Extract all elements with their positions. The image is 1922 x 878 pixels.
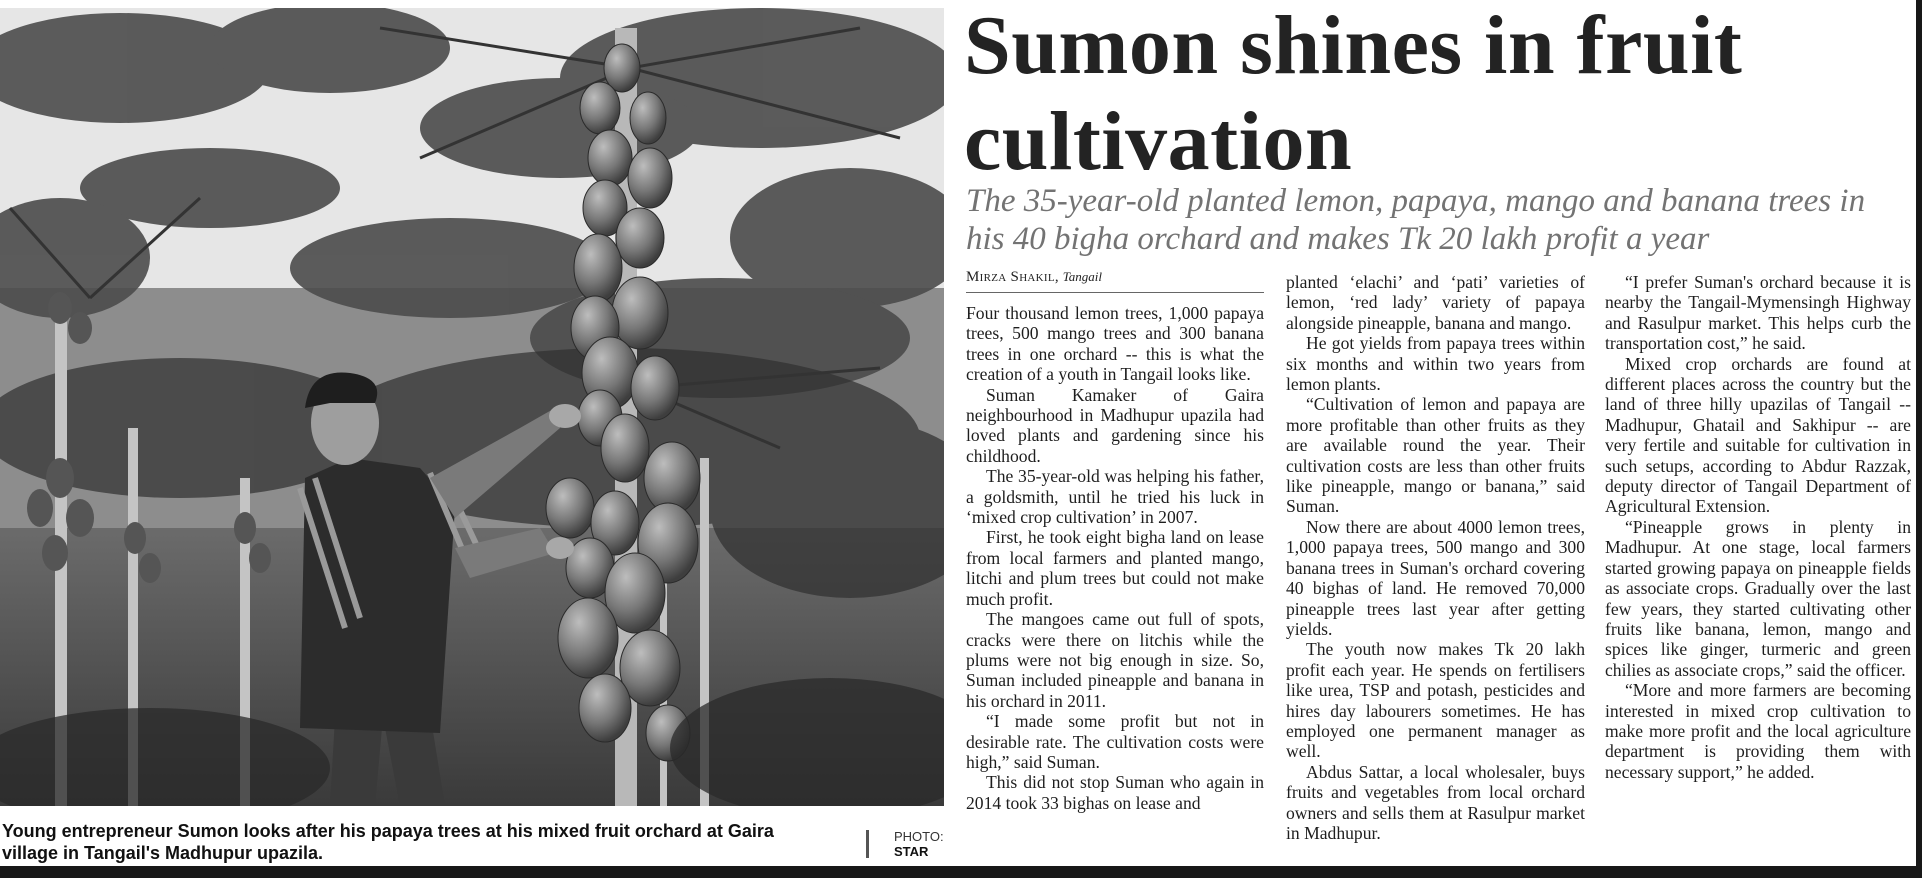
article-photo	[0, 8, 944, 806]
photo-credit-source: STAR	[894, 844, 929, 859]
article-column-1	[966, 303, 1264, 813]
photo-credit-label: PHOTO:	[894, 829, 944, 844]
papaya-orchard-image	[0, 8, 944, 806]
bottom-border	[0, 866, 1922, 878]
paragraph: He got yields from papaya trees within six months and within two years from lemon plants.	[1286, 333, 1585, 395]
paragraph: Now there are about 4000 lemon trees, 1,000 papaya trees, 500 mango and 300 banana trees in Suman's orchard covering 40 bighas of land. He removed 70,000 pineapple trees last year after getting yields.	[1286, 516, 1585, 639]
photo-caption: Young entrepreneur Sumon looks after his papaya trees at his mixed fruit orchard at Gaira village in Tangail's Madhupur upazila.	[2, 821, 774, 863]
credit-divider	[866, 830, 869, 858]
paragraph: Mixed crop orchards are found at different places across the country but the land of three hilly upazilas of Tangail -- Madhupur, Ghatail and Sakhipur -- are very fertile and suitable for cultivation in such setups, according to Abdur Razzak, deputy director of Tangail Department of Agricultural Extension.	[1605, 353, 1911, 517]
photo-credit	[894, 829, 950, 859]
paragraph: Abdus Sattar, a local wholesaler, buys fruits and vegetables from local orchard owners and sells them at Rasulpur market in Madhupur.	[1286, 761, 1585, 843]
paragraph: The youth now makes Tk 20 lakh profit each year. He spends on fertilisers like urea, TSP and potash, pesticides and hires day labourers sometimes. He has employed one permanent manager as well.	[1286, 639, 1585, 762]
paragraph: “More and more farmers are becoming interested in mixed crop cultivation to make more profit and the local agriculture department is providing them with necessary support,” he added.	[1605, 680, 1911, 782]
deck-subheadline: The 35-year-old planted lemon, papaya, mango and banana trees in his 40 bigha orchard and makes Tk 20 lakh profit a year	[966, 183, 1866, 257]
paragraph: Suman Kamaker of Gaira neighbourhood in Madhupur upazila had loved plants and gardening since his childhood.	[966, 384, 1264, 466]
byline-rule	[966, 292, 1264, 293]
article-column-2	[1286, 272, 1585, 843]
byline-author: Mirza Shakil,	[966, 269, 1059, 285]
paragraph: “Cultivation of lemon and papaya are more profitable than other fruits as they are available round the year. Their cultivation costs are less than other fruits like pineapple, mango or banana,” said Suman.	[1286, 394, 1585, 517]
paragraph: The mangoes came out full of spots, cracks were there on litchis while the plums were not big enough in size. So, Suman included pineapple and banana in his orchard in 2011.	[966, 609, 1264, 711]
paragraph: “I prefer Suman's orchard because it is nearby the Tangail-Mymensingh Highway and Rasulpur market. This helps curb the transportation cost,” he said.	[1605, 272, 1911, 354]
paragraph: planted ‘elachi’ and ‘pati’ varieties of lemon, ‘red lady’ variety of papaya alongside pineapple, banana and mango.	[1286, 272, 1585, 333]
article-column-3	[1605, 272, 1911, 782]
byline	[966, 269, 1102, 286]
paragraph: Four thousand lemon trees, 1,000 papaya trees, 500 mango trees and 300 banana trees in one orchard -- this is what the creation of a youth in Tangail looks like.	[966, 303, 1264, 385]
byline-place: Tangail	[1062, 269, 1102, 284]
headline: Sumon shines in fruit cultivation	[964, 0, 1743, 188]
paragraph: “I made some profit but not in desirable rate. The cultivation costs were high,” said Suman.	[966, 711, 1264, 772]
right-border	[1916, 0, 1922, 878]
paragraph: The 35-year-old was helping his father, a goldsmith, until he tried his luck in ‘mixed crop cultivation’ in 2007.	[966, 466, 1264, 528]
paragraph: “Pineapple grows in plenty in Madhupur. At one stage, local farmers started growing papaya on pineapple fields as associate crops. Gradually over the last few years, they started cultivating other fruits like banana, lemon, mango and spices like ginger, turmeric and green chilies as associate crops,” said the officer.	[1605, 516, 1911, 680]
paragraph: This did not stop Suman who again in 2014 took 33 bighas on lease and	[966, 772, 1264, 813]
paragraph: First, he took eight bigha land on lease from local farmers and planted mango, litchi and plum trees but could not make much profit.	[966, 527, 1264, 609]
